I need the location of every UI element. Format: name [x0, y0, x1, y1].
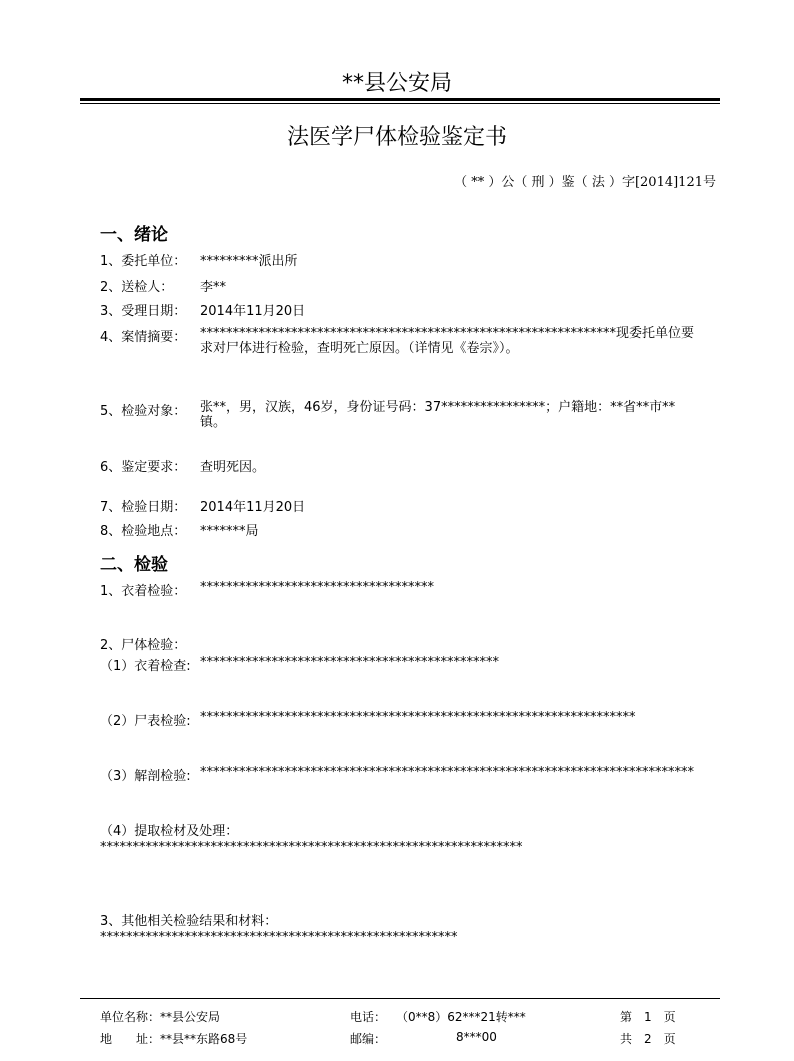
footer-rule: [80, 998, 720, 999]
footer-unit: 单位名称：**县公安局: [100, 1010, 221, 1024]
field-label-request: 6、鉴定要求：: [100, 460, 187, 475]
field-value-exam-object: 张**，男，汉族，46岁，身份证号码：37****************；户籍地：**省**市**镇。: [200, 400, 676, 430]
field-value-sender: 李**: [200, 280, 227, 295]
field-label-exam-place: 8、检验地点：: [100, 524, 187, 539]
header-rule-thin: [80, 103, 720, 104]
field-value-accept-date: 2014年11月20日: [200, 304, 306, 319]
field-value-clothing-check: **********************************************: [200, 655, 499, 670]
footer-page-current: 第 1 页: [620, 1010, 676, 1024]
field-label-other-results: 3、其他相关检验结果和材料：: [100, 914, 278, 929]
field-label-body-exam: 2、尸体检验：: [100, 638, 187, 653]
field-label-unit: 1、委托单位：: [100, 254, 187, 269]
field-value-request: 查明死因。: [200, 460, 266, 475]
field-label-exam-object: 5、检验对象：: [100, 404, 187, 419]
header-rule-thick: [80, 98, 720, 101]
footer-postcode-label: 邮编：: [350, 1032, 387, 1046]
field-label-sender: 2、送检人：: [100, 280, 174, 295]
field-value-unit: *********派出所: [200, 254, 298, 269]
field-value-exam-date: 2014年11月20日: [200, 500, 306, 515]
field-value-other-results: *******************************************************: [100, 930, 458, 945]
field-label-surface-exam: （2）尸表检验:: [100, 714, 191, 729]
footer-postcode-value: 8***00: [456, 1030, 497, 1044]
field-label-clothing: 1、衣着检验：: [100, 584, 187, 599]
field-label-exam-date: 7、检验日期：: [100, 500, 187, 515]
field-value-clothing: ************************************: [200, 580, 434, 595]
field-value-surface-exam: *******************************************************************: [200, 710, 636, 725]
section-heading-exam: 二、检验: [100, 555, 168, 575]
field-label-clothing-check: （1）衣着检查:: [100, 659, 191, 674]
field-label-sampling: （4）提取检材及处理：: [100, 824, 239, 839]
footer-phone-value: （0**8）62***21转***: [396, 1010, 526, 1024]
issuing-organization: **县公安局: [341, 71, 452, 96]
field-value-sampling: *****************************************************************: [100, 840, 523, 855]
document-number: （ ** ）公（ 刑 ）鉴（ 法 ）字[2014]121号: [454, 175, 716, 190]
footer-address: 地 址：**县**东路68号: [100, 1032, 248, 1046]
field-label-case-summary: 4、案情摘要：: [100, 330, 187, 345]
field-label-autopsy: （3）解剖检验:: [100, 769, 191, 784]
field-label-accept-date: 3、受理日期：: [100, 304, 187, 319]
section-heading-intro: 一、绪论: [100, 225, 168, 245]
footer-page-total: 共 2 页: [620, 1032, 676, 1046]
field-value-exam-place: *******局: [200, 524, 259, 539]
field-value-autopsy: ****************************************************************************: [200, 765, 694, 780]
document-title: 法医学尸体检验鉴定书: [286, 125, 507, 150]
field-value-case-summary: ****************************************************************现委托单位要求对尸体进行检验，查明死亡原因。（详情见《卷宗》）。: [200, 326, 695, 356]
footer-phone-label: 电话：: [350, 1010, 387, 1024]
